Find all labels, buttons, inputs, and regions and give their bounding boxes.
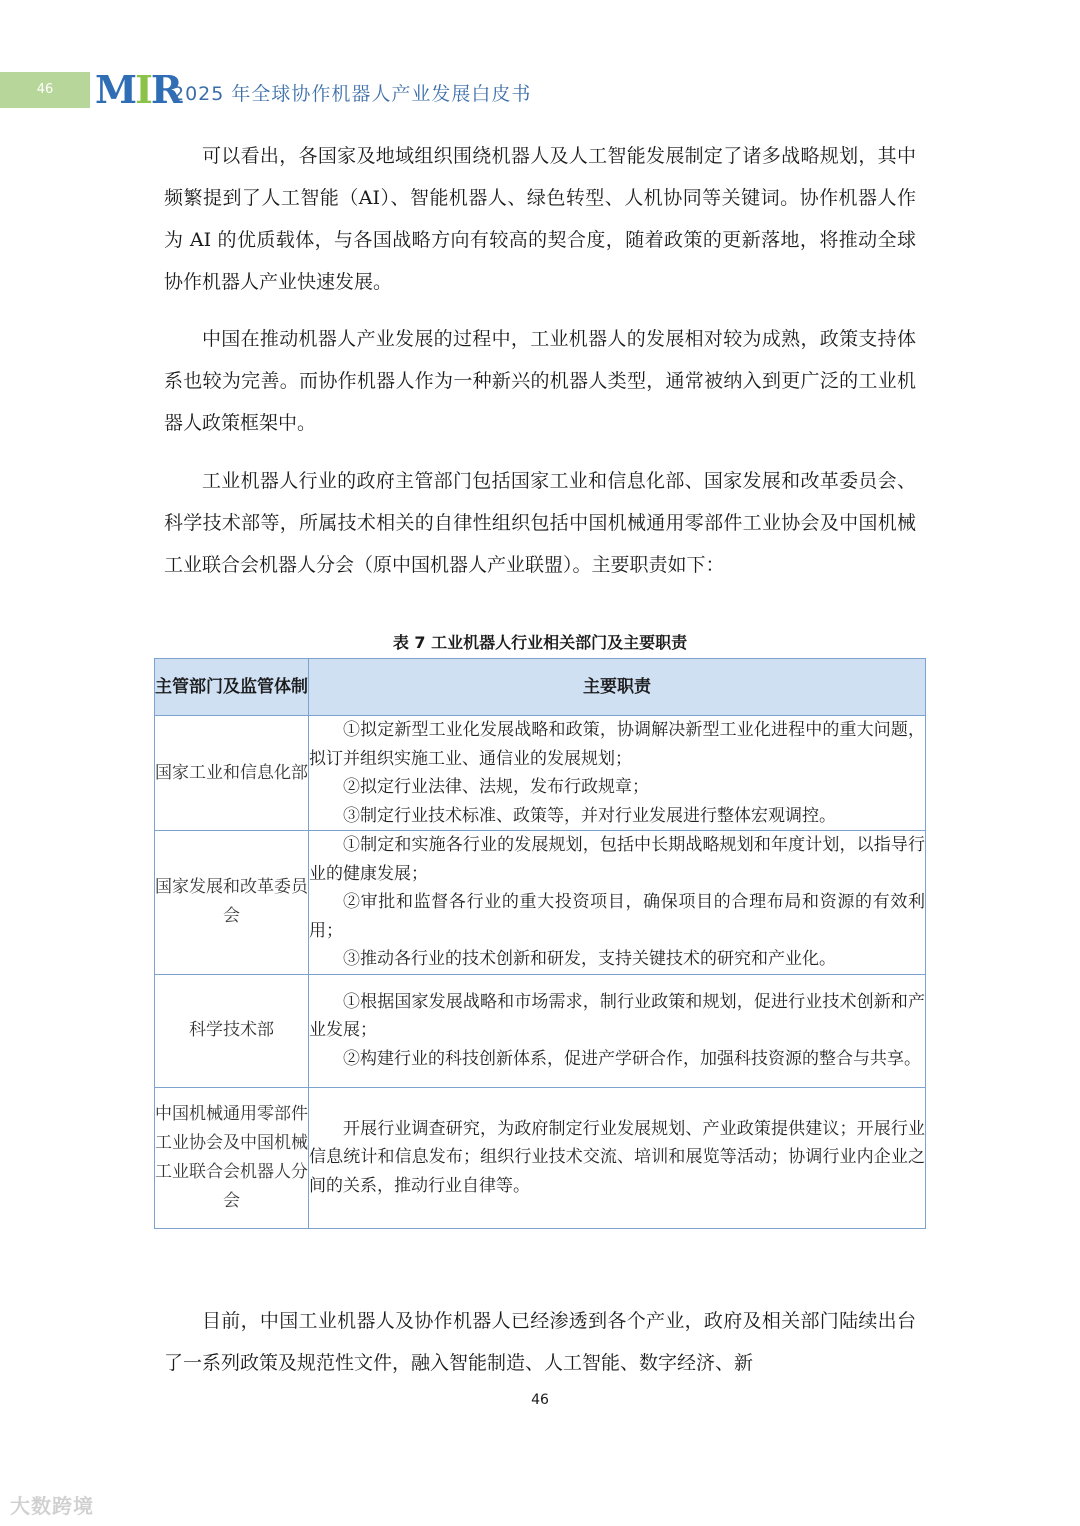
- table-row: [155, 1087, 926, 1228]
- duty-line: ①制定和实施各行业的发展规划，包括中长期战略规划和年度计划，以指导行业的健康发展；: [309, 835, 925, 884]
- dept-cell: 科学技术部: [155, 974, 309, 1087]
- footer-page-number: 46: [531, 1392, 549, 1408]
- duty-line: ①拟定新型工业化发展战略和政策，协调解决新型工业化进程中的重大问题，拟订并组织实施工业、通信业的发展规划；: [309, 720, 925, 769]
- duty-line: ①根据国家发展战略和市场需求，制行业政策和规划，促进行业技术创新和产业发展；: [309, 991, 925, 1041]
- header-page-number: 46: [36, 82, 54, 97]
- mir-logo: MIR: [95, 67, 181, 112]
- dept-cell: 国家工业和信息化部: [155, 716, 309, 831]
- watermark: 大数跨境: [10, 1494, 94, 1518]
- duty-cell: [309, 716, 926, 831]
- table-row: [155, 974, 926, 1087]
- paragraph-1: 可以看出，各国家及地域组织围绕机器人及人工智能发展制定了诸多战略规划，其中频繁提到了人工智能（AI）、智能机器人、绿色转型、人机协同等关键词。协作机器人作为 AI 的优质载体，与各国战略方向有较高的契合度，随着政策的更新落地，将推动全球协作机器人产业快速发展。: [164, 145, 916, 293]
- table-row: [155, 831, 926, 975]
- table-row: [155, 716, 926, 831]
- header-dept: 主管部门及监管体制: [155, 659, 309, 716]
- dept-cell: 国家发展和改革委员会: [155, 831, 309, 975]
- duty-line: ②构建行业的科技创新体系，促进产学研合作，加强科技资源的整合与共享。: [343, 1048, 921, 1069]
- duty-line: 开展行业调查研究，为政府制定行业发展规划、产业政策提供建议；开展行业信息统计和信息发布；组织行业技术交流、培训和展览等活动；协调行业内企业之间的关系，推动行业自律等。: [309, 1118, 925, 1196]
- table-caption: 表 7 工业机器人行业相关部门及主要职责: [392, 633, 688, 652]
- closing-paragraph: 目前，中国工业机器人及协作机器人已经渗透到各个产业，政府及相关部门陆续出台了一系列政策及规范性文件，融入智能制造、人工智能、数字经济、新: [164, 1310, 916, 1374]
- duty-cell: [309, 1087, 926, 1228]
- duty-line: ②拟定行业法律、法规，发布行政规章；: [343, 777, 649, 797]
- duties-table: [154, 658, 926, 1229]
- header-duties: 主要职责: [309, 659, 926, 716]
- duty-cell: [309, 831, 926, 975]
- duty-line: ③制定行业技术标准、政策等，并对行业发展进行整体宏观调控。: [343, 805, 836, 826]
- table-header-row: [155, 659, 926, 716]
- paragraph-2: 中国在推动机器人产业发展的过程中，工业机器人的发展相对较为成熟，政策支持体系也较为完善。而协作机器人作为一种新兴的机器人类型，通常被纳入到更广泛的工业机器人政策框架中。: [164, 328, 916, 434]
- duty-line: ③推动各行业的技术创新和研发，支持关键技术的研究和产业化。: [343, 949, 836, 969]
- paragraph-3: 工业机器人行业的政府主管部门包括国家工业和信息化部、国家发展和改革委员会、科学技术部等，所属技术相关的自律性组织包括中国机械通用零部件工业协会及中国机械工业联合会机器人分会（原中国机器人产业联盟）。主要职责如下：: [164, 470, 916, 576]
- duty-cell: [309, 974, 926, 1087]
- dept-cell: 中国机械通用零部件工业协会及中国机械工业联合会机器人分会: [155, 1087, 309, 1228]
- duty-line: ②审批和监督各行业的重大投资项目，确保项目的合理布局和资源的有效利用；: [309, 892, 925, 941]
- document-title: 2025 年全球协作机器人产业发展白皮书: [172, 83, 532, 105]
